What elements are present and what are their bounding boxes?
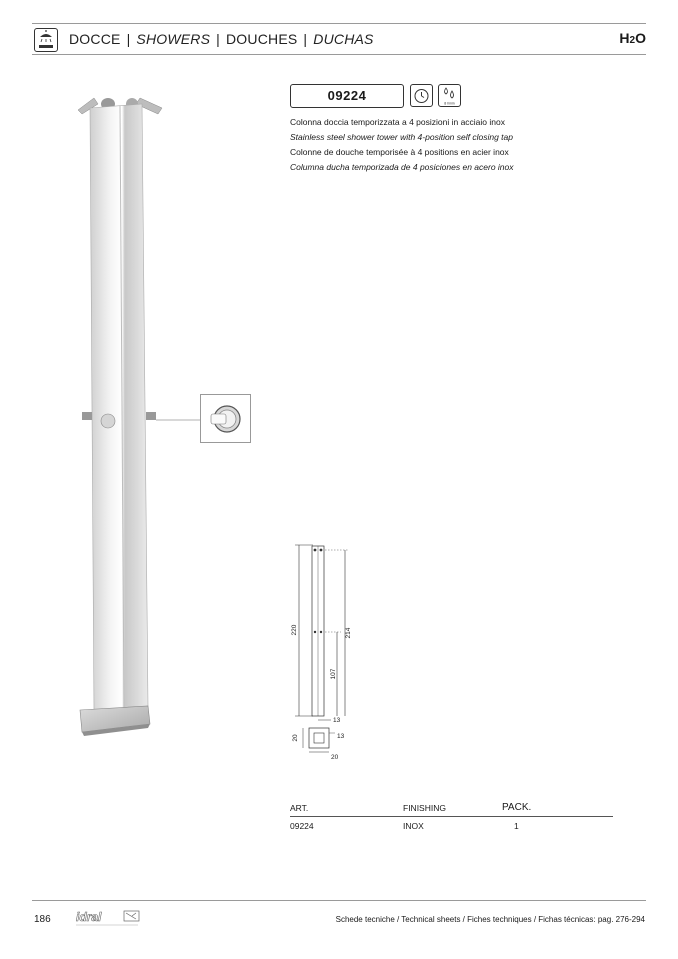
cell-finishing: INOX (403, 821, 424, 831)
col-art: ART. (290, 803, 309, 813)
dim-220: 220 (291, 624, 298, 636)
desc-es: Columna ducha temporizada de 4 posiciones en acero inox (290, 162, 514, 172)
desc-it: Colonna doccia temporizzata a 4 posizioni in acciaio inox (290, 117, 505, 127)
cell-art: 09224 (290, 821, 314, 831)
table-row (290, 821, 613, 835)
page-number: 186 (34, 914, 51, 925)
dim-13-right: 13 (337, 733, 345, 740)
brand-name: idral (76, 910, 102, 924)
shower-icon (34, 28, 58, 52)
desc-en: Stainless steel shower tower with 4-position self closing tap (290, 132, 513, 142)
dim-20-left: 20 (292, 734, 299, 742)
table-divider (290, 816, 613, 817)
category-es: DUCHAS (313, 31, 374, 47)
table-header-row (290, 803, 613, 815)
product-code: 09224 (290, 84, 404, 108)
timer-icon (410, 84, 433, 107)
dim-107: 107 (330, 668, 337, 680)
brand-mark: H2O (619, 30, 646, 46)
category-it: DOCCE (69, 31, 121, 47)
tap-detail-image (200, 394, 251, 443)
technical-sheets-note: Schede tecniche / Technical sheets / Fiches techniques / Fichas técnicas: pag. 276-294 (335, 915, 645, 924)
desc-fr: Colonne de douche temporisée à 4 positions en acier inox (290, 147, 509, 157)
dim-214: 214 (345, 627, 352, 639)
col-pack: PACK. (502, 802, 532, 813)
category-fr: DOUCHES (226, 31, 298, 47)
product-description (290, 115, 650, 175)
col-finishing: FINISHING (403, 803, 446, 813)
badge-text: 8 l/min (444, 101, 455, 106)
footer-rule (32, 900, 646, 901)
technical-drawing (285, 540, 365, 765)
dim-13-top: 13 (333, 717, 341, 724)
article-table (290, 803, 613, 835)
cell-pack: 1 (514, 821, 519, 831)
section-title: DOCCE | SHOWERS | DOUCHES | DUCHAS (69, 31, 374, 47)
category-en: SHOWERS (136, 31, 211, 47)
header-bottom-rule (32, 54, 646, 55)
water-saving-icon (438, 84, 461, 107)
brand-logo (76, 909, 142, 927)
header-top-rule (32, 23, 646, 24)
dim-20-bottom: 20 (331, 754, 339, 761)
